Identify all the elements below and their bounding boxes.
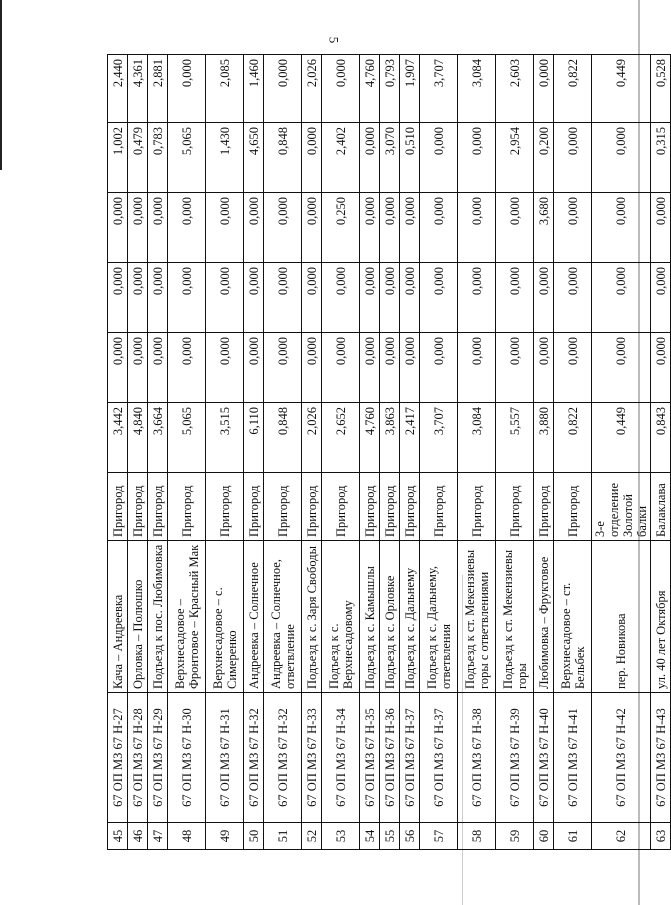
length-value: 1,430 bbox=[206, 123, 244, 193]
length-value: 0,000 bbox=[458, 123, 496, 193]
length-value: 0,000 bbox=[148, 263, 168, 333]
road-category: Пригород bbox=[420, 473, 458, 541]
row-number: 63 bbox=[651, 823, 671, 850]
length-value: 0,000 bbox=[534, 333, 554, 403]
row-number: 54 bbox=[360, 823, 380, 850]
road-id-code: 67 ОП МЗ 67 Н-40 bbox=[534, 693, 554, 823]
scan-edge-mark bbox=[0, 0, 2, 170]
road-id-code: 67 ОП МЗ 67 Н-32 bbox=[244, 693, 264, 823]
road-category: Пригород bbox=[534, 473, 554, 541]
length-value: 0,000 bbox=[592, 193, 651, 263]
length-value: 0,848 bbox=[264, 403, 302, 473]
row-number: 58 bbox=[458, 823, 496, 850]
length-value: 2,954 bbox=[496, 123, 534, 193]
length-value: 0,843 bbox=[651, 403, 671, 473]
road-name: пер. Новикова bbox=[592, 541, 651, 693]
length-value: 0,000 bbox=[592, 333, 651, 403]
length-value: 0,000 bbox=[420, 193, 458, 263]
road-id-code: 67 ОП МЗ 67 Н-42 bbox=[592, 693, 651, 823]
road-name: Подъезд к с. Верхнесадовому bbox=[322, 541, 360, 693]
length-value: 0,000 bbox=[108, 193, 128, 263]
row-number: 51 bbox=[264, 823, 302, 850]
road-category: Пригород bbox=[108, 473, 128, 541]
length-value: 0,000 bbox=[206, 263, 244, 333]
length-value: 2,402 bbox=[322, 123, 360, 193]
table-row bbox=[496, 55, 534, 850]
row-number: 52 bbox=[302, 823, 322, 850]
length-value: 0,000 bbox=[458, 193, 496, 263]
length-value: 2,881 bbox=[148, 55, 168, 123]
road-id-code: 67 ОП МЗ 67 Н-27 bbox=[108, 693, 128, 823]
length-value: 0,000 bbox=[128, 333, 148, 403]
length-value: 0,000 bbox=[244, 193, 264, 263]
length-value: 3,664 bbox=[148, 403, 168, 473]
length-value: 0,000 bbox=[264, 193, 302, 263]
table-row bbox=[400, 55, 420, 850]
length-value: 2,026 bbox=[302, 55, 322, 123]
length-value: 4,760 bbox=[360, 55, 380, 123]
length-value: 0,000 bbox=[496, 263, 534, 333]
road-category: Пригород bbox=[380, 473, 400, 541]
length-value: 0,000 bbox=[534, 263, 554, 333]
length-value: 5,065 bbox=[168, 403, 206, 473]
length-value: 4,840 bbox=[128, 403, 148, 473]
length-value: 0,000 bbox=[360, 333, 380, 403]
length-value: 0,000 bbox=[128, 193, 148, 263]
length-value: 0,000 bbox=[244, 263, 264, 333]
road-name: Подъезд к с. Орловке bbox=[380, 541, 400, 693]
road-category: Пригород bbox=[168, 473, 206, 541]
road-category: Пригород bbox=[400, 473, 420, 541]
road-name: Андреевка – Солнечное, ответвление bbox=[264, 541, 302, 693]
length-value: 0,000 bbox=[400, 333, 420, 403]
table-row bbox=[302, 55, 322, 850]
length-value: 0,000 bbox=[168, 333, 206, 403]
road-name: Подъезд к пос. Любимовка bbox=[148, 541, 168, 693]
road-name: Орловка – Полюшко bbox=[128, 541, 148, 693]
road-id-code: 67 ОП МЗ 67 Н-37 bbox=[400, 693, 420, 823]
road-category: Пригород bbox=[148, 473, 168, 541]
row-number: 55 bbox=[380, 823, 400, 850]
roads-table bbox=[107, 54, 671, 850]
length-value: 0,000 bbox=[244, 333, 264, 403]
road-category: Балаклава bbox=[651, 473, 671, 541]
length-value: 0,479 bbox=[128, 123, 148, 193]
row-number: 46 bbox=[128, 823, 148, 850]
length-value: 3,070 bbox=[380, 123, 400, 193]
row-number: 61 bbox=[554, 823, 592, 850]
length-value: 0,000 bbox=[322, 263, 360, 333]
length-value: 0,000 bbox=[108, 263, 128, 333]
table-row bbox=[554, 55, 592, 850]
road-name: Верхнесадовое – Фронтовое – Красный Мак bbox=[168, 541, 206, 693]
length-value: 0,000 bbox=[322, 55, 360, 123]
row-number: 47 bbox=[148, 823, 168, 850]
road-name: Подъезд к с. Дальнему, ответвления bbox=[420, 541, 458, 693]
length-value: 0,000 bbox=[496, 333, 534, 403]
length-value: 5,557 bbox=[496, 403, 534, 473]
length-value: 3,863 bbox=[380, 403, 400, 473]
length-value: 3,515 bbox=[206, 403, 244, 473]
length-value: 0,000 bbox=[168, 55, 206, 123]
road-category: Пригород bbox=[554, 473, 592, 541]
road-id-code: 67 ОП МЗ 67 Н-31 bbox=[206, 693, 244, 823]
length-value: 0,000 bbox=[400, 193, 420, 263]
road-id-code: 67 ОП МЗ 67 Н-34 bbox=[322, 693, 360, 823]
row-number: 59 bbox=[496, 823, 534, 850]
length-value: 0,000 bbox=[651, 333, 671, 403]
table-row bbox=[148, 55, 168, 850]
length-value: 1,907 bbox=[400, 55, 420, 123]
length-value: 0,000 bbox=[420, 333, 458, 403]
road-category: Пригород bbox=[360, 473, 380, 541]
length-value: 0,000 bbox=[380, 333, 400, 403]
road-name: Кача – Андреевка bbox=[108, 541, 128, 693]
length-value: 2,652 bbox=[322, 403, 360, 473]
road-id-code: 67 ОП МЗ 67 Н-29 bbox=[148, 693, 168, 823]
table-row bbox=[168, 55, 206, 850]
length-value: 0,000 bbox=[168, 193, 206, 263]
row-number: 53 bbox=[322, 823, 360, 850]
road-id-code: 67 ОП МЗ 67 Н-28 bbox=[128, 693, 148, 823]
row-number: 49 bbox=[206, 823, 244, 850]
table-row bbox=[360, 55, 380, 850]
road-id-code: 67 ОП МЗ 67 Н-32 bbox=[264, 693, 302, 823]
road-name: Андреевка – Солнечное bbox=[244, 541, 264, 693]
length-value: 5,065 bbox=[168, 123, 206, 193]
length-value: 3,442 bbox=[108, 403, 128, 473]
length-value: 3,084 bbox=[458, 55, 496, 123]
length-value: 3,707 bbox=[420, 403, 458, 473]
length-value: 4,760 bbox=[360, 403, 380, 473]
table-row bbox=[322, 55, 360, 850]
length-value: 0,000 bbox=[420, 263, 458, 333]
road-name: Любимовка – Фруктовое bbox=[534, 541, 554, 693]
road-category: Пригород bbox=[264, 473, 302, 541]
road-category: Пригород bbox=[244, 473, 264, 541]
length-value: 0,000 bbox=[148, 193, 168, 263]
length-value: 0,000 bbox=[148, 333, 168, 403]
length-value: 3,880 bbox=[534, 403, 554, 473]
length-value: 0,000 bbox=[496, 193, 534, 263]
length-value: 0,000 bbox=[458, 333, 496, 403]
length-value: 6,110 bbox=[244, 403, 264, 473]
length-value: 1,002 bbox=[108, 123, 128, 193]
length-value: 0,449 bbox=[592, 403, 651, 473]
table-row bbox=[264, 55, 302, 850]
length-value: 0,000 bbox=[264, 55, 302, 123]
length-value: 0,315 bbox=[651, 123, 671, 193]
rotated-table-area bbox=[107, 55, 668, 850]
length-value: 0,000 bbox=[380, 263, 400, 333]
length-value: 0,000 bbox=[420, 123, 458, 193]
road-id-code: 67 ОП МЗ 67 Н-33 bbox=[302, 693, 322, 823]
length-value: 0,250 bbox=[322, 193, 360, 263]
road-id-code: 67 ОП МЗ 67 Н-35 bbox=[360, 693, 380, 823]
length-value: 0,000 bbox=[458, 263, 496, 333]
table-row bbox=[651, 55, 671, 850]
length-value: 0,000 bbox=[651, 263, 671, 333]
road-name: Подъезд к ст. Мекензиевы горы bbox=[496, 541, 534, 693]
road-id-code: 67 ОП МЗ 67 Н-36 bbox=[380, 693, 400, 823]
length-value: 0,000 bbox=[554, 333, 592, 403]
length-value: 3,707 bbox=[420, 55, 458, 123]
road-category: 3-е отделение Золотой балки bbox=[592, 473, 651, 541]
road-id-code: 67 ОП МЗ 67 Н-39 bbox=[496, 693, 534, 823]
length-value: 0,000 bbox=[302, 123, 322, 193]
length-value: 0,000 bbox=[592, 123, 651, 193]
table-row bbox=[458, 55, 496, 850]
road-category: Пригород bbox=[302, 473, 322, 541]
road-category: Пригород bbox=[496, 473, 534, 541]
table-row bbox=[592, 55, 651, 850]
length-value: 2,440 bbox=[108, 55, 128, 123]
row-number: 60 bbox=[534, 823, 554, 850]
length-value: 0,510 bbox=[400, 123, 420, 193]
length-value: 0,000 bbox=[206, 193, 244, 263]
row-number: 48 bbox=[168, 823, 206, 850]
length-value: 2,417 bbox=[400, 403, 420, 473]
row-number: 57 bbox=[420, 823, 458, 850]
road-category: Пригород bbox=[206, 473, 244, 541]
length-value: 0,000 bbox=[360, 193, 380, 263]
length-value: 0,000 bbox=[302, 263, 322, 333]
row-number: 45 bbox=[108, 823, 128, 850]
length-value: 0,000 bbox=[360, 263, 380, 333]
length-value: 0,848 bbox=[264, 123, 302, 193]
table-row bbox=[380, 55, 400, 850]
length-value: 0,822 bbox=[554, 55, 592, 123]
page-number: 5 bbox=[326, 36, 342, 44]
road-id-code: 67 ОП МЗ 67 Н-38 bbox=[458, 693, 496, 823]
road-category: Пригород bbox=[458, 473, 496, 541]
length-value: 0,000 bbox=[108, 333, 128, 403]
length-value: 0,000 bbox=[168, 263, 206, 333]
road-id-code: 67 ОП МЗ 67 Н-37 bbox=[420, 693, 458, 823]
table-row bbox=[206, 55, 244, 850]
length-value: 0,000 bbox=[264, 263, 302, 333]
road-name: Подъезд к с. Заря Свободы bbox=[302, 541, 322, 693]
length-value: 0,793 bbox=[380, 55, 400, 123]
length-value: 2,603 bbox=[496, 55, 534, 123]
row-number: 62 bbox=[592, 823, 651, 850]
length-value: 4,650 bbox=[244, 123, 264, 193]
road-category: Пригород bbox=[322, 473, 360, 541]
table-row bbox=[128, 55, 148, 850]
length-value: 0,000 bbox=[322, 333, 360, 403]
road-name: Подъезд к с. Камышлы bbox=[360, 541, 380, 693]
length-value: 0,783 bbox=[148, 123, 168, 193]
length-value: 0,000 bbox=[554, 263, 592, 333]
length-value: 0,822 bbox=[554, 403, 592, 473]
road-name: Подъезд к с. Дальнему bbox=[400, 541, 420, 693]
length-value: 0,000 bbox=[128, 263, 148, 333]
length-value: 0,000 bbox=[554, 193, 592, 263]
road-name: Подъезд к ст. Мекензиевы горы с ответвлениями bbox=[458, 541, 496, 693]
table-row bbox=[108, 55, 128, 850]
road-name: ул. 40 лет Октября bbox=[651, 541, 671, 693]
road-category: Пригород bbox=[128, 473, 148, 541]
road-name: Верхнесадовое – с. Симеренко bbox=[206, 541, 244, 693]
road-id-code: 67 ОП МЗ 67 Н-41 bbox=[554, 693, 592, 823]
length-value: 0,000 bbox=[264, 333, 302, 403]
length-value: 2,085 bbox=[206, 55, 244, 123]
length-value: 4,361 bbox=[128, 55, 148, 123]
table-row bbox=[420, 55, 458, 850]
length-value: 1,460 bbox=[244, 55, 264, 123]
length-value: 0,528 bbox=[651, 55, 671, 123]
length-value: 0,200 bbox=[534, 123, 554, 193]
length-value: 0,000 bbox=[360, 123, 380, 193]
length-value: 0,000 bbox=[206, 333, 244, 403]
length-value: 0,000 bbox=[554, 123, 592, 193]
length-value: 0,000 bbox=[534, 55, 554, 123]
length-value: 0,000 bbox=[302, 193, 322, 263]
length-value: 0,000 bbox=[592, 263, 651, 333]
length-value: 3,680 bbox=[534, 193, 554, 263]
length-value: 2,026 bbox=[302, 403, 322, 473]
row-number: 56 bbox=[400, 823, 420, 850]
length-value: 0,000 bbox=[651, 193, 671, 263]
table-row bbox=[534, 55, 554, 850]
road-name: Верхнесадовое – ст. Бельбек bbox=[554, 541, 592, 693]
table-body bbox=[108, 55, 671, 850]
length-value: 0,449 bbox=[592, 55, 651, 123]
length-value: 3,084 bbox=[458, 403, 496, 473]
road-id-code: 67 ОП МЗ 67 Н-30 bbox=[168, 693, 206, 823]
length-value: 0,000 bbox=[400, 263, 420, 333]
row-number: 50 bbox=[244, 823, 264, 850]
length-value: 0,000 bbox=[380, 193, 400, 263]
length-value: 0,000 bbox=[302, 333, 322, 403]
table-row bbox=[244, 55, 264, 850]
road-id-code: 67 ОП МЗ 67 Н-43 bbox=[651, 693, 671, 823]
